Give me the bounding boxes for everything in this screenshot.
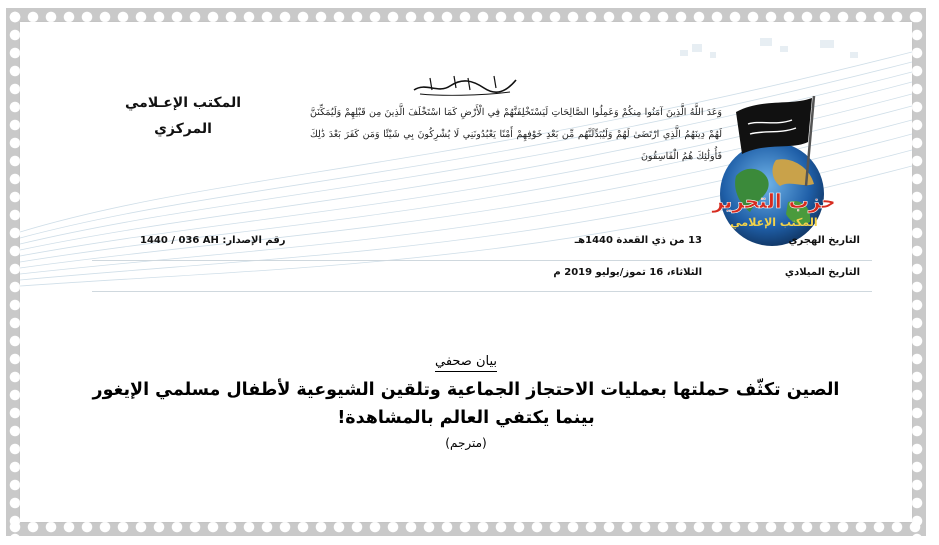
office-line-1: المكتب الإعـلامي (124, 95, 242, 111)
basmala-calligraphy-icon (410, 72, 520, 98)
meta-divider-1 (92, 260, 872, 261)
logo-sub-text: المكتب الإعلامي (730, 216, 818, 229)
hijri-date-row (120, 235, 860, 253)
media-office-heading (118, 90, 248, 142)
hijri-date-value: 13 من ذي القعدة 1440هـ (574, 235, 702, 246)
translated-note: (مترجم) (445, 436, 487, 450)
meta-divider-2 (92, 291, 872, 292)
hijri-date-label: التاريخ الهجري (788, 235, 860, 246)
issue-number (140, 235, 286, 246)
press-release-title-block (60, 350, 872, 452)
gregorian-date-row (120, 267, 860, 285)
press-release-label: بيان صحفي (435, 353, 497, 372)
issue-number-label: رقم الإصدار: (222, 235, 286, 246)
office-line-2: المركزي (154, 121, 212, 137)
gregorian-date-label: التاريخ الميلادي (784, 267, 860, 278)
issue-number-value: 1440 / 036 AH (140, 235, 219, 246)
hizb-ut-tahrir-logo-icon (706, 76, 846, 256)
quran-verse-text: وَعَدَ اللَّهُ الَّذِينَ آمَنُوا مِنكُمْ وَعَمِلُوا الصَّالِحَاتِ لَيَسْتَخْلِفَنَّهُمْ فِي الْأَرْضِ كَمَا اسْتَخْلَفَ الَّذِينَ مِن قَبْلِهِمْ وَلَيُمَكِّنَنَّ لَهُمْ دِينَهُمُ الَّذِي ارْتَضَىٰ لَهُمْ وَلَيُبَدِّلَنَّهُم مِّن بَعْدِ خَوْفِهِمْ أَمْنًا يَعْبُدُونَنِي لَا يُشْرِكُونَ بِي شَيْئًا وَمَن كَفَرَ بَعْدَ ذَٰلِكَ فَأُولَٰئِكَ هُمُ الْفَاسِقُونَ (310, 107, 722, 162)
letterhead-page (20, 22, 912, 522)
headline-line-2: بينما يكتفي العالم بالمشاهدة! (337, 408, 595, 428)
gregorian-date-value: الثلاثاء، 16 تموز/يوليو 2019 م (553, 267, 702, 278)
logo-main-text: حزب التحرير (712, 189, 836, 213)
headline-line-1: الصين تكثّف حملتها بعمليات الاحتجاز الجماعية وتلقين الشيوعية لأطفال مسلمي الإيغور (92, 380, 840, 400)
